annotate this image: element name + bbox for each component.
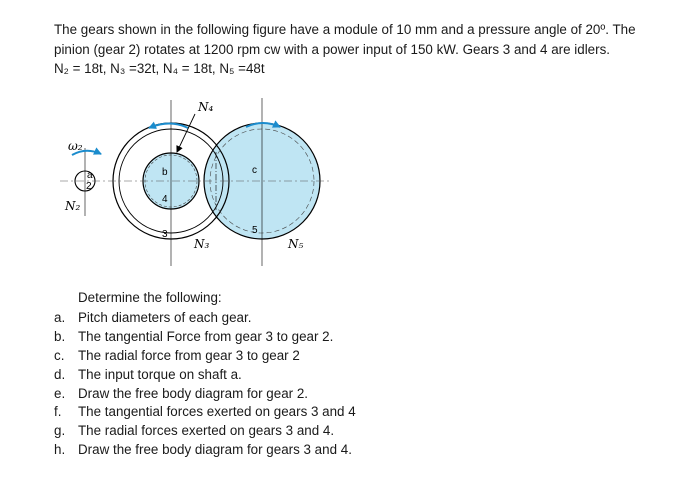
list-item bbox=[54, 422, 654, 441]
list-item bbox=[54, 441, 654, 460]
n2-label: N₂ bbox=[65, 199, 81, 213]
question-text: Draw the free body diagram for gear 2. bbox=[78, 385, 308, 401]
gear-2-number: 2 bbox=[86, 181, 92, 192]
question-letter: b. bbox=[54, 328, 66, 344]
list-item bbox=[54, 347, 654, 366]
gear-4-number: 4 bbox=[162, 194, 168, 205]
list-item bbox=[54, 309, 654, 328]
list-item bbox=[54, 385, 654, 404]
question-text: Pitch diameters of each gear. bbox=[78, 309, 252, 325]
list-item bbox=[54, 403, 654, 422]
question-letter: a. bbox=[54, 309, 66, 325]
questions-list bbox=[54, 309, 654, 460]
list-item bbox=[54, 328, 654, 347]
question-letter: h. bbox=[54, 442, 66, 458]
problem-line-2: pinion (gear 2) rotates at 1200 rpm cw with a power input of 150 kW. Gears 3 and 4 are idlers. bbox=[54, 41, 610, 57]
question-text: The tangential Force from gear 3 to gear 2. bbox=[78, 328, 334, 344]
n4-label: N₄ bbox=[198, 100, 214, 114]
gear-5-number: 5 bbox=[252, 225, 258, 236]
point-a-label: a bbox=[87, 170, 93, 181]
question-text: The radial forces exerted on gears 3 and 4. bbox=[78, 423, 335, 439]
point-c-label: c bbox=[252, 165, 257, 176]
question-text: The radial force from gear 3 to gear 2 bbox=[78, 347, 300, 363]
point-b-label: b bbox=[162, 167, 168, 178]
question-letter: g. bbox=[54, 423, 66, 439]
gear-3-number: 3 bbox=[162, 229, 168, 240]
question-text: The tangential forces exerted on gears 3 and 4 bbox=[78, 404, 356, 420]
questions-heading: Determine the following: bbox=[78, 290, 222, 305]
n5-label: N₅ bbox=[288, 237, 304, 251]
question-letter: e. bbox=[54, 385, 66, 401]
omega2-label: ω₂ bbox=[68, 139, 83, 153]
problem-line-1: The gears shown in the following figure have a module of 10 mm and a pressure angle of 20º. The bbox=[54, 22, 636, 37]
problem-line-3: N₂ = 18t, N₃ =32t, N₄ = 18t, N₅ =48t bbox=[54, 61, 265, 76]
n4-leader-line bbox=[177, 114, 195, 152]
n3-label: N₃ bbox=[194, 237, 210, 251]
problem-statement bbox=[54, 20, 654, 79]
question-text: The input torque on shaft a. bbox=[78, 366, 242, 382]
question-letter: f. bbox=[54, 404, 62, 420]
question-letter: d. bbox=[54, 366, 66, 382]
list-item bbox=[54, 366, 654, 385]
question-letter: c. bbox=[54, 347, 65, 363]
question-text: Draw the free body diagram for gears 3 and 4. bbox=[78, 442, 352, 458]
gear-train-figure bbox=[60, 92, 340, 282]
questions-section bbox=[54, 289, 654, 460]
